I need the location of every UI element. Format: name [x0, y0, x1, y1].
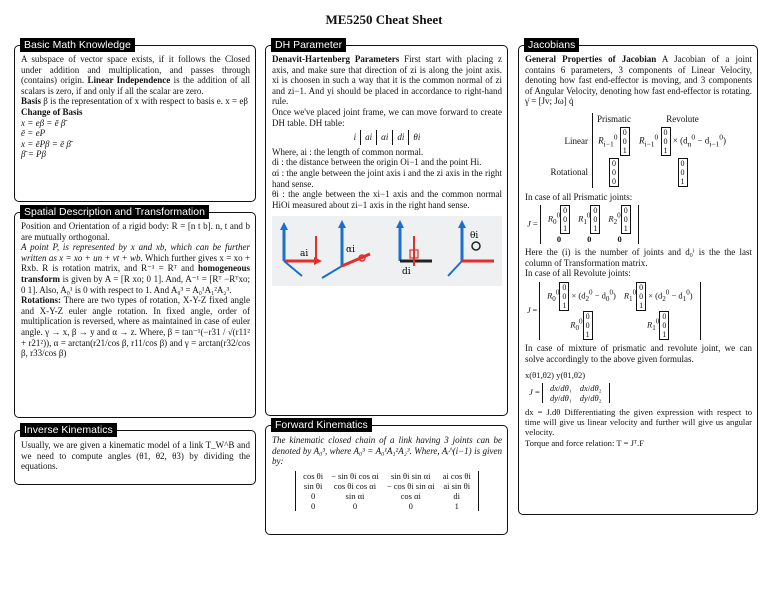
dh-parameter-figure [272, 216, 502, 286]
matrix-cell: sin θi sin αi [391, 470, 431, 481]
spatial-p1: Position and Orientation of a rigid body: R = [n t b]. n, t and b are mutually orthogonal. [21, 221, 250, 242]
basis-term: Basis [21, 96, 42, 107]
homogeneous-term: homogeneous transform [21, 263, 251, 284]
matrix-cell: cos αi [400, 490, 421, 501]
matrix-row [299, 501, 475, 511]
jacobians-header: Jacobians [524, 38, 579, 52]
fig-label-a: ai [300, 249, 309, 260]
planar-jacobian: J = dx/dθ₁ dx/dθ₂ dy/dθ₁ dy/dθ₂ [529, 383, 752, 403]
linear-independence-text: is the addition of all scalars is zero, if and only if all the scalar are zero. [21, 75, 251, 96]
subspace-text: A subspace of vector space exists, if it follows the Closed under addition and multiplication, and passes through (contains) origin. [21, 54, 250, 86]
jacobian-term: General Properties of Jacobian [525, 54, 657, 64]
dh-transform-matrix [295, 471, 479, 511]
homogeneous-text: is given by A = [R xo; 0 1]. And, A⁻¹ = [Rᵀ −Rᵀxo; 0 1]. Also, A₀¹ is 0 with respect to 1. And A₀³ = A₀¹A₁²A₂³. [21, 273, 250, 295]
dh-col-alpha: αi [377, 130, 393, 145]
basic-math-box [14, 45, 256, 202]
basic-math-header: Basic Math Knowledge [20, 38, 135, 52]
forward-text: The kinematic closed chain of a link having 3 joints can be denoted by A₀³, where A₀³ = A₀¹A₁²A₂³. Where, Aᵢ^(i−1) is given by: [272, 435, 502, 467]
spatial-rotation-text: Which further gives x = xo + Rxb. R is rotation matrix, and R⁻¹ = Rᵀ and [21, 252, 250, 274]
matrix-cell: cos θi [303, 470, 324, 481]
revolute-case: In case of all Revolute joints: [525, 268, 631, 279]
matrix-cell: 0 [352, 500, 358, 511]
cob-line: β̄ = Pβ [21, 149, 47, 160]
dh-where-line: αi : the angle between the joint axis i and the zi axis in the right hand sense. [272, 167, 502, 189]
matrix-row [299, 471, 475, 481]
inverse-box [14, 430, 256, 485]
basis-text: β is the representation of x with respect to basis e. x = eβ [43, 96, 248, 107]
matrix-cell: cos θi cos αi [333, 480, 377, 491]
frame-theta-illustration [448, 220, 494, 276]
dh-box [265, 45, 508, 416]
dh-col-theta: θi [413, 132, 421, 143]
matrix-cell: sin αi [345, 490, 365, 501]
dh-col-d: di [393, 130, 409, 145]
torque-text: Torque and force relation: T = Jᵀ.F [525, 437, 644, 448]
col-prismatic: Prismatic [596, 113, 631, 124]
dh-intro: First start with placing z axis, and make sure that direction of zi is along the joint axis. xi is choosen in such a way that it is the common normal of zi and zi−1. And yi should be placed in accordance to right-hand rule. [272, 54, 502, 107]
rotations-term: Rotations: [21, 295, 61, 306]
forward-header: Forward Kinematics [271, 418, 372, 432]
matrix-cell: ai cos θi [442, 470, 471, 481]
matrix-row [299, 481, 475, 491]
mixture-text: In case of mixture of prismatic and revolute joint, we can solve accordingly to the above given formulas. [525, 342, 752, 364]
prismatic-jacobian: J = $R_0^00$ 0 1 $R_1^00$ 0 1 $R_2^00$ 0 1 0 0 0 [527, 205, 752, 244]
frame-alpha-illustration [396, 220, 432, 277]
matrix-cell: 0 [310, 490, 316, 501]
jacobians-box [518, 45, 758, 515]
jacobian-intro: A Jacobian of a joint contains 6 parameters, 3 components of Linear Velocity, denoting how fast end-effector is moving, and 3 components of Angular Velocity, denoting how fast end-effector is rotating. γ̇ = [Jv; Jω] q̇ [525, 54, 752, 107]
rotations-text: There are two types of rotation, X-Y-Z fixed angle and X-Y-Z euler angle rotation. In fixed angle, order of multiplication is reversed, where as maintained in case of euler angle. γ → x, β → y and α → z. Where, β = tan⁻¹(−r31 / √(r11² + r21²)), α = arctan(r21/cos β, r11/cos β) and γ = arctan(r32/cos β, r33/cos β) [21, 295, 250, 359]
matrix-cell: di [453, 490, 461, 501]
inverse-header: Inverse Kinematics [20, 423, 117, 437]
fig-label-theta: θi [470, 231, 479, 242]
dh-where-line: Where, ai : the length of common normal. [272, 146, 424, 157]
revolute-jacobian: J = $R_0^00$ 0 $1 \times (d_2^0 - d_0^0)$ $R_1^00$ 0 $1 \times (d_2^0 - d_1^0)$ $R_0^00$ 0 1 $R_1^00$ 0 1 [527, 282, 752, 340]
spatial-box [14, 212, 256, 418]
page-title: ME5250 Cheat Sheet [325, 12, 443, 27]
matrix-cell: 0 [408, 500, 413, 511]
frame-a-illustration [280, 222, 322, 276]
dh-col-a: ai [361, 130, 377, 145]
dh-col-i: i [350, 130, 361, 145]
spatial-point-text: A point P, is represented by x and xb, which can be further written as x = xo + un + vt + wb. [21, 242, 250, 263]
row-linear: Linear [546, 126, 592, 157]
xy-label: x(θ1,θ2) y(θ1,θ2) [525, 370, 586, 381]
change-of-basis-title: Change of Basis [21, 106, 83, 117]
dh-where-line: θi : the angle between the xi−1 axis and the common normal HiOi measured about zi−1 axis in the right hand sense. [272, 189, 502, 210]
matrix-cell: ai sin θi [443, 480, 471, 491]
diff-text: dx = J.dθ Differentiating the given expression with respect to time will give us linear velocity and further will give us angular velocity. [525, 406, 752, 438]
dh-header: DH Parameter [271, 38, 346, 52]
dh-frames-illustration [272, 216, 502, 286]
matrix-row [299, 491, 475, 501]
dh-table-intro: Once we've placed joint frame, we can move forward to create DH table. DH table: [272, 106, 502, 128]
frame-d-illustration [322, 220, 370, 278]
col-revolute: Revolute [666, 113, 699, 124]
cob-line: ē = eP [21, 128, 46, 139]
dh-where-line: di : the distance between the origin Oi−1 and the point Hi. [272, 157, 482, 168]
here-text: Here the (i) is the number of joints and d₀ⁱ is the the last column of Transformation matrix. [525, 247, 752, 268]
inverse-text: Usually, we are given a kinematic model of a link T_W^B and we need to compute angles (θ1, θ2, θ3) by dividing the equations. [21, 440, 250, 472]
dh-term: Denavit-Hartenberg Parameters [272, 54, 400, 64]
matrix-cell: − sin θi cos αi [331, 470, 379, 481]
forward-box [265, 425, 508, 535]
dh-table [350, 130, 425, 145]
fig-label-d: αi [346, 245, 355, 256]
matrix-cell: 0 [310, 500, 316, 511]
matrix-cell: − cos θi sin αi [386, 480, 435, 491]
jacobian-table: Prismatic Revolute Linear $R_{i-1}^0$ 0 0 1 $R_{i-1}^0$ 0 0 $1 \times (d_n^0 - d_{i-1}^0)$ Rotational 0 0 0 0 0 1 [546, 113, 730, 188]
spatial-header: Spatial Description and Transformation [20, 205, 209, 219]
cob-line: x = ēPβ = ē β̄ [21, 138, 71, 149]
fig-label-d-alt: di [402, 267, 411, 278]
linear-independence-term: Linear Independence [87, 75, 171, 86]
row-rotational: Rotational [546, 157, 592, 188]
cob-line: x = eβ = ē β̄ [21, 117, 66, 128]
prismatic-case: In case of all Prismatic joints: [525, 191, 633, 202]
matrix-cell: 1 [454, 500, 459, 511]
matrix-cell: sin θi [303, 480, 323, 491]
